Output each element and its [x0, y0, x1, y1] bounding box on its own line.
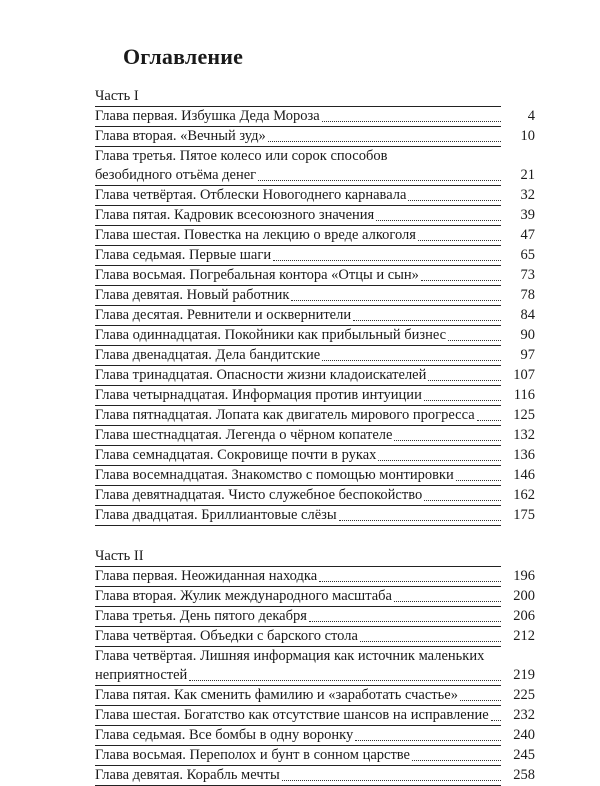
- page-number: 132: [513, 427, 535, 443]
- entry-title: Глава двенадцатая. Дела бандитские: [95, 347, 321, 363]
- dot-leader: [319, 580, 501, 582]
- toc-entry[interactable]: [95, 286, 535, 306]
- toc-entry[interactable]: [95, 107, 535, 127]
- entry-title: Глава четырнадцатая. Информация против интуиции: [95, 387, 422, 403]
- toc-entry[interactable]: [95, 186, 535, 206]
- page-number: 10: [520, 128, 535, 144]
- entry-title: Глава семнадцатая. Сокровище почти в руках: [95, 447, 377, 463]
- entry-title: Глава восьмая. Погребальная контора «Отцы и сын»: [95, 267, 419, 283]
- entry-title: Глава седьмая. Все бомбы в одну воронку: [95, 727, 354, 743]
- entry-title: Глава первая. Неожиданная находка: [95, 568, 318, 584]
- entry-title-line-1: Глава третья. Пятое колесо или сорок способов: [95, 148, 388, 164]
- entry-title: Глава вторая. «Вечный зуд»: [95, 128, 266, 144]
- toc-entry[interactable]: [95, 246, 535, 266]
- entry-title: Глава восьмая. Переполох и бунт в сонном царстве: [95, 747, 410, 763]
- entry-title: Глава шестая. Богатство как отсутствие шансов на исправление: [95, 707, 489, 723]
- entry-title: Глава десятая. Ревнители и осквернители: [95, 307, 352, 323]
- page-number: 97: [520, 347, 535, 363]
- page-number: 4: [527, 108, 535, 124]
- page-number: 225: [513, 687, 535, 703]
- toc-entry[interactable]: [95, 607, 535, 627]
- page-number: 258: [513, 767, 535, 783]
- entry-title: Глава пятнадцатая. Лопата как двигатель мирового прогресса: [95, 407, 475, 423]
- toc-entry[interactable]: [95, 147, 535, 186]
- dot-leader: [448, 339, 501, 341]
- dot-leader: [355, 739, 501, 741]
- entry-title: Глава девятнадцатая. Чисто служебное беспокойство: [95, 487, 423, 503]
- dot-leader: [282, 779, 501, 781]
- entry-title-line-1: Глава четвёртая. Лишняя информация как источник маленьких: [95, 648, 485, 664]
- toc-entry[interactable]: [95, 627, 535, 647]
- page-number: 206: [513, 608, 535, 624]
- entry-title: Глава пятая. Кадровик всесоюзного значения: [95, 207, 375, 223]
- toc-entry[interactable]: [95, 326, 535, 346]
- toc-entry[interactable]: [95, 766, 535, 786]
- dot-leader: [189, 679, 501, 681]
- dot-leader: [418, 239, 501, 241]
- toc-entry[interactable]: [95, 726, 535, 746]
- page-number: 136: [513, 447, 535, 463]
- page-number: 219: [513, 667, 535, 683]
- page-number: 200: [513, 588, 535, 604]
- page-number: 78: [520, 287, 535, 303]
- dot-leader: [424, 499, 501, 501]
- dot-leader: [408, 199, 501, 201]
- toc-entry[interactable]: [95, 127, 535, 147]
- page-title: Оглавление: [123, 44, 244, 69]
- page-number: 107: [513, 367, 535, 383]
- entry-title: Глава шестнадцатая. Легенда о чёрном копателе: [95, 427, 393, 443]
- toc-entry[interactable]: [95, 306, 535, 326]
- page-number: 232: [513, 707, 535, 723]
- page-number: 175: [513, 507, 535, 523]
- page-number: 146: [513, 467, 535, 483]
- entry-title: неприятностей: [95, 667, 188, 683]
- toc-entry[interactable]: [95, 226, 535, 246]
- toc-entry[interactable]: [95, 406, 535, 426]
- dot-leader: [322, 120, 501, 122]
- entry-title: Глава пятая. Как сменить фамилию и «заработать счастье»: [95, 687, 458, 703]
- dot-leader: [378, 459, 501, 461]
- entry-title: Глава вторая. Жулик международного масштаба: [95, 588, 392, 604]
- dot-leader: [309, 620, 501, 622]
- dot-leader: [273, 259, 501, 261]
- entry-title: Глава седьмая. Первые шаги: [95, 247, 272, 263]
- dot-leader: [428, 379, 501, 381]
- entry-divider: [95, 525, 501, 526]
- dot-leader: [339, 519, 501, 521]
- entry-title: безобидного отъёма денег: [95, 167, 257, 183]
- entry-title: Глава девятая. Новый работник: [95, 287, 290, 303]
- page-number: 125: [513, 407, 535, 423]
- table-of-contents: [95, 87, 535, 786]
- toc-entry[interactable]: [95, 746, 535, 766]
- dot-leader: [477, 419, 501, 421]
- page-number: 212: [513, 628, 535, 644]
- page-number: 240: [513, 727, 535, 743]
- dot-leader: [258, 179, 501, 181]
- page-number: 21: [520, 167, 535, 183]
- entry-title: Глава восемнадцатая. Знакомство с помощью монтировки: [95, 467, 454, 483]
- dot-leader: [412, 759, 501, 761]
- toc-entry[interactable]: [95, 567, 535, 587]
- dot-leader: [460, 699, 501, 701]
- part-title: Часть I: [95, 88, 139, 104]
- dot-leader: [322, 359, 501, 361]
- page-number: 116: [513, 387, 535, 403]
- page-number: 162: [513, 487, 535, 503]
- toc-entry[interactable]: [95, 446, 535, 466]
- dot-leader: [491, 719, 501, 721]
- toc-entry[interactable]: [95, 366, 535, 386]
- dot-leader: [456, 479, 501, 481]
- toc-part: [95, 87, 535, 526]
- toc-entry[interactable]: [95, 647, 535, 686]
- toc-entry[interactable]: [95, 587, 535, 607]
- toc-entry[interactable]: [95, 386, 535, 406]
- page-number: 47: [520, 227, 535, 243]
- entry-title: Глава первая. Избушка Деда Мороза: [95, 108, 320, 124]
- toc-part: [95, 547, 535, 786]
- toc-entry[interactable]: [95, 686, 535, 706]
- page-number: 196: [513, 568, 535, 584]
- page-number: 39: [520, 207, 535, 223]
- page-number: 73: [520, 267, 535, 283]
- toc-entry[interactable]: [95, 506, 535, 526]
- entry-title: Глава одиннадцатая. Покойники как прибыльный бизнес: [95, 327, 447, 343]
- page-number: 32: [520, 187, 535, 203]
- dot-leader: [353, 319, 501, 321]
- dot-leader: [394, 439, 501, 441]
- dot-leader: [360, 640, 501, 642]
- dot-leader: [394, 600, 501, 602]
- entry-title: Глава третья. День пятого декабря: [95, 608, 307, 624]
- page-number: 65: [520, 247, 535, 263]
- part-title: Часть II: [95, 548, 144, 564]
- entry-title: Глава двадцатая. Бриллиантовые слёзы: [95, 507, 337, 523]
- toc-entry[interactable]: [95, 426, 535, 446]
- dot-leader: [376, 219, 501, 221]
- entry-title: Глава шестая. Повестка на лекцию о вреде алкоголя: [95, 227, 416, 243]
- page-number: 90: [520, 327, 535, 343]
- toc-entry[interactable]: [95, 466, 535, 486]
- page-number: 245: [513, 747, 535, 763]
- entry-title: Глава четвёртая. Отблески Новогоднего карнавала: [95, 187, 407, 203]
- dot-leader: [291, 299, 501, 301]
- toc-entry[interactable]: [95, 266, 535, 286]
- entry-title: Глава девятая. Корабль мечты: [95, 767, 280, 783]
- dot-leader: [421, 279, 501, 281]
- dot-leader: [424, 399, 501, 401]
- dot-leader: [268, 140, 501, 142]
- entry-title: Глава четвёртая. Объедки с барского стола: [95, 628, 358, 644]
- toc-entry[interactable]: [95, 346, 535, 366]
- entry-title: Глава тринадцатая. Опасности жизни кладоискателей: [95, 367, 427, 383]
- page-number: 84: [520, 307, 535, 323]
- toc-entry[interactable]: [95, 206, 535, 226]
- toc-entry[interactable]: [95, 706, 535, 726]
- toc-entry[interactable]: [95, 486, 535, 506]
